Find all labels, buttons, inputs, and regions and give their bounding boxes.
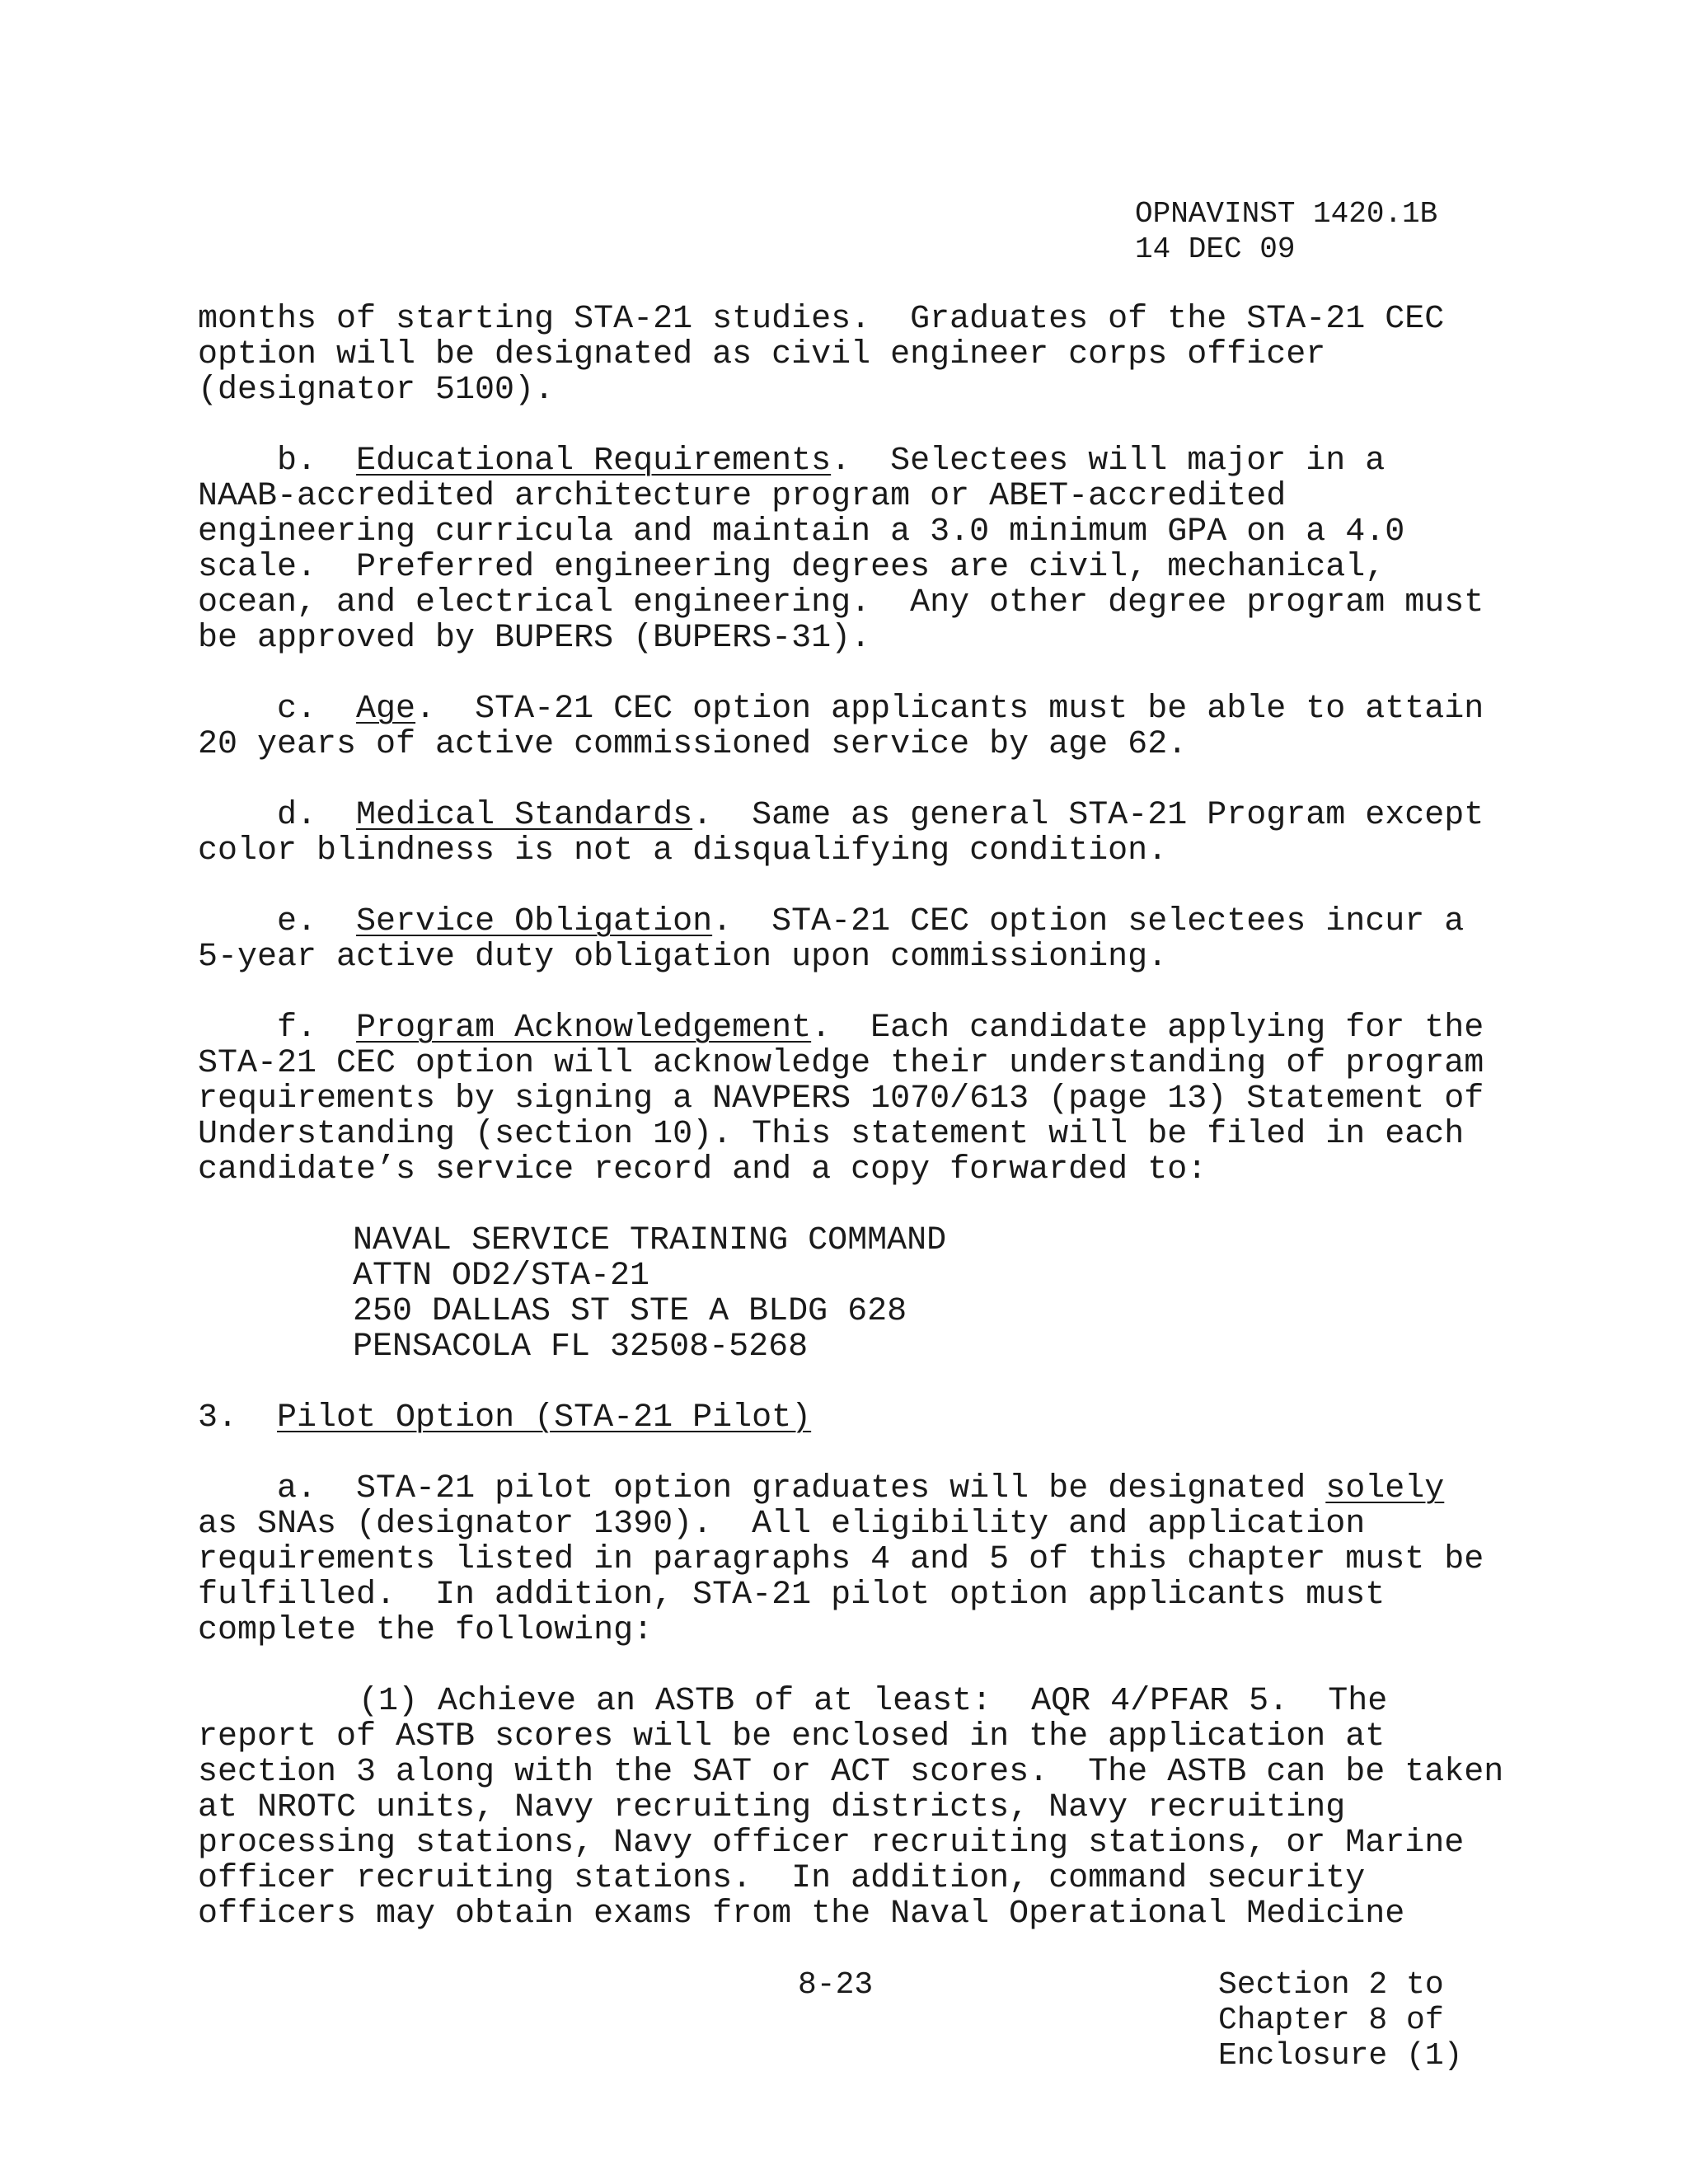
footer-location-line: Enclosure (1)	[1218, 2038, 1463, 2074]
intro-line: (designator 5100).	[198, 372, 555, 409]
para-b-line: ocean, and electrical engineering. Any other degree program must	[198, 584, 1484, 621]
intro-line: option will be designated as civil engineer corps officer	[198, 336, 1326, 373]
para-3a1-line: processing stations, Navy officer recruiting stations, or Marine	[198, 1825, 1465, 1862]
address-line: 250 DALLAS ST STE A BLDG 628	[353, 1293, 907, 1330]
section-3-heading	[198, 1400, 811, 1436]
para-3a-line: fulfilled. In addition, STA-21 pilot option applicants must	[198, 1577, 1386, 1614]
para-3a1-line: at NROTC units, Navy recruiting districts, Navy recruiting	[198, 1789, 1346, 1826]
para-3a1-line: report of ASTB scores will be enclosed in the application at	[198, 1718, 1386, 1755]
para-f-first-line	[198, 1010, 1484, 1046]
para-e-label: e.	[277, 903, 317, 940]
para-3a1-first-line: (1) Achieve an ASTB of at least: AQR 4/PFAR 5. The	[359, 1683, 1388, 1720]
para-d-line: color blindness is not a disqualifying condition.	[198, 832, 1168, 869]
para-b-text: . Selectees will major in a	[831, 443, 1386, 480]
footer-location-line: Chapter 8 of	[1218, 2003, 1444, 2038]
address-line: NAVAL SERVICE TRAINING COMMAND	[353, 1222, 947, 1259]
intro-line: months of starting STA-21 studies. Graduates of the STA-21 CEC	[198, 301, 1445, 338]
section-3-number: 3.	[198, 1399, 238, 1436]
para-3a-text: STA-21 pilot option graduates will be designated	[356, 1470, 1326, 1507]
para-d-title: Medical Standards	[356, 797, 693, 834]
para-3a1-line: section 3 along with the SAT or ACT scores. The ASTB can be taken	[198, 1754, 1504, 1791]
para-e-text: . STA-21 CEC option selectees incur a	[712, 903, 1465, 940]
para-3a-label: a.	[277, 1470, 317, 1507]
address-line: ATTN OD2/STA-21	[353, 1258, 650, 1295]
para-f-text: . Each candidate applying for the	[811, 1010, 1484, 1047]
para-d-text: . Same as general STA-21 Program except	[692, 797, 1484, 834]
page-number: 8-23	[798, 1967, 874, 2003]
para-f-line: STA-21 CEC option will acknowledge their understanding of program	[198, 1045, 1484, 1082]
para-b-line: be approved by BUPERS (BUPERS-31).	[198, 620, 871, 657]
para-c-line: 20 years of active commissioned service by age 62.	[198, 726, 1188, 763]
para-3a-emphasis: solely	[1325, 1470, 1445, 1507]
section-3-title: Pilot Option (STA-21 Pilot)	[277, 1399, 812, 1436]
para-3a-line: as SNAs (designator 1390). All eligibility and application	[198, 1506, 1366, 1543]
para-f-line: requirements by signing a NAVPERS 1070/613 (page 13) Statement of	[198, 1080, 1484, 1118]
para-c-first-line	[198, 691, 1484, 727]
para-f-line: candidate’s service record and a copy forwarded to:	[198, 1151, 1207, 1188]
para-b-line: scale. Preferred engineering degrees are civil, mechanical,	[198, 549, 1386, 586]
para-f-line: Understanding (section 10). This statement will be filed in each	[198, 1116, 1465, 1153]
para-3a1-line: officers may obtain exams from the Naval Operational Medicine	[198, 1896, 1405, 1933]
para-e-first-line	[198, 904, 1464, 940]
para-b-line: engineering curricula and maintain a 3.0 minimum GPA on a 4.0	[198, 513, 1405, 551]
para-b-title: Educational Requirements	[356, 443, 832, 480]
address-line: PENSACOLA FL 32508-5268	[353, 1329, 809, 1366]
para-3a-line: complete the following:	[198, 1612, 654, 1649]
para-b-label: b.	[277, 443, 317, 480]
doc-number: OPNAVINST 1420.1B	[1135, 197, 1438, 231]
footer-location-line: Section 2 to	[1218, 1967, 1444, 2003]
para-d-first-line	[198, 798, 1484, 833]
para-f-label: f.	[277, 1010, 317, 1047]
para-c-label: c.	[277, 691, 317, 728]
para-d-label: d.	[277, 797, 317, 834]
para-b-line: NAAB-accredited architecture program or ABET-accredited	[198, 478, 1287, 515]
para-c-title: Age	[356, 691, 416, 728]
para-c-text: . STA-21 CEC option applicants must be able to attain	[415, 691, 1484, 728]
doc-date: 14 DEC 09	[1135, 232, 1296, 266]
para-3a1-line: officer recruiting stations. In addition, command security	[198, 1860, 1366, 1897]
para-e-line: 5-year active duty obligation upon commissioning.	[198, 939, 1168, 976]
para-b-first-line	[198, 443, 1385, 479]
para-f-title: Program Acknowledgement	[356, 1010, 812, 1047]
para-3a-first-line	[198, 1471, 1444, 1507]
para-3a-line: requirements listed in paragraphs 4 and 5 of this chapter must be	[198, 1541, 1484, 1578]
para-e-title: Service Obligation	[356, 903, 713, 940]
